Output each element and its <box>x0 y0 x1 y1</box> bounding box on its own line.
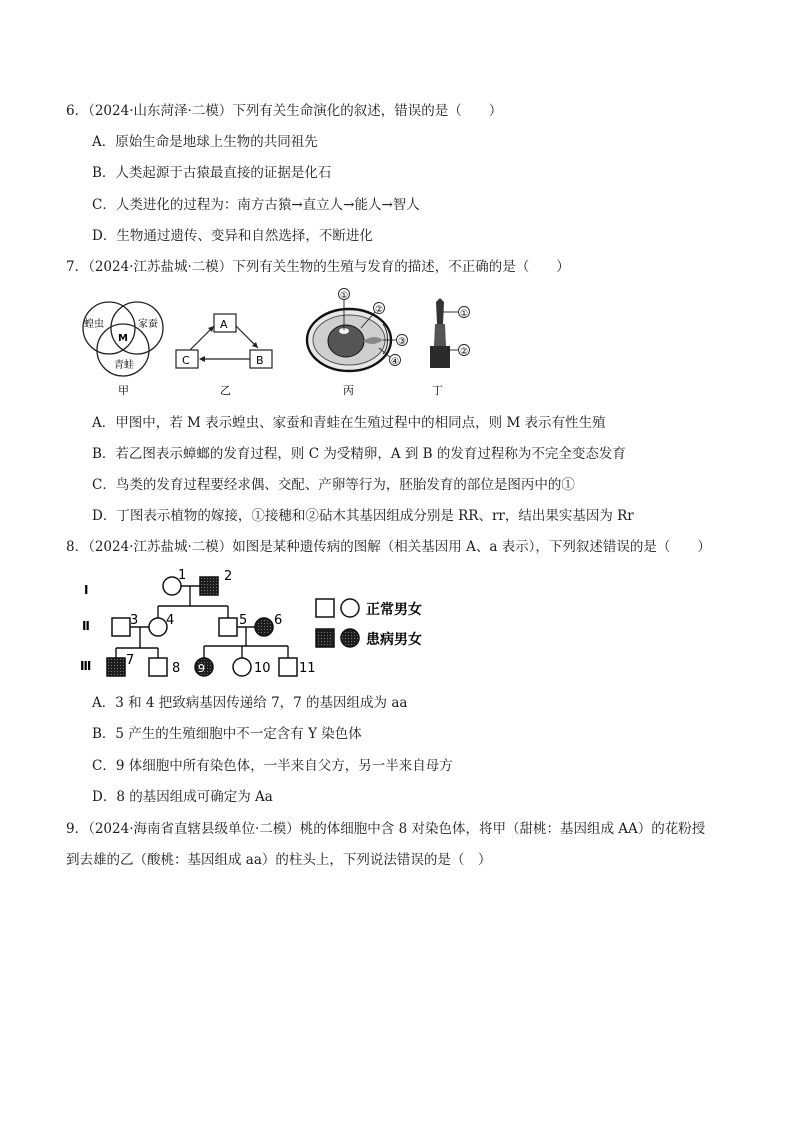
question-8-option-c: C．9 体细胞中所有染色体，一半来自父方，另一半来自母方 <box>92 758 453 774</box>
legend-affected-male-icon <box>316 629 334 647</box>
question-8-option-a: A．3 和 4 把致病基因传递给 7，7 的基因组成为 aa <box>92 695 408 711</box>
individual-6-affected-female <box>255 618 273 636</box>
individual-7-affected-male <box>107 658 125 676</box>
cycle-label-a: A <box>220 318 228 331</box>
question-6-option-d: D．生物通过遗传、变异和自然选择，不断进化 <box>92 228 373 244</box>
venn-label-locust: 蝗虫 <box>84 319 104 330</box>
individual-number-7: 7 <box>126 653 135 668</box>
figure-pedigree <box>78 566 438 682</box>
question-7-option-b: B．若乙图表示蟑螂的发育过程，则 C 为受精卵，A 到 B 的发育过程称为不完全变态发育 <box>92 446 626 462</box>
arrow-c-to-a <box>190 327 213 350</box>
individual-number-4: 4 <box>166 613 175 628</box>
cycle-label-c: C <box>182 354 190 367</box>
figure-bing-egg <box>303 284 413 398</box>
figure-ding-graft <box>418 294 482 398</box>
legend-normal-male-icon <box>316 599 334 617</box>
figure-label-ding: 丁 <box>432 384 443 397</box>
figure-yi-cycle <box>172 308 282 398</box>
question-8-option-b: B．5 产生的生殖细胞中不一定含有 Y 染色体 <box>92 726 362 742</box>
figure-label-yi: 乙 <box>220 384 231 397</box>
question-6-stem: 6．（2024·山东菏泽·二模）下列有关生命演化的叙述，错误的是（ ） <box>66 103 503 119</box>
question-8-stem: 8．（2024·江苏盐城·二模）如图是某种遗传病的图解（相关基因用 A、a 表示），下列叙述错误的是（ ） <box>66 539 711 555</box>
graft-joint <box>434 324 446 346</box>
individual-number-3: 3 <box>130 613 139 628</box>
cycle-label-b: B <box>256 354 264 367</box>
generation-label-3: Ⅲ <box>80 659 92 673</box>
egg-mark-2: ② <box>375 305 384 315</box>
individual-number-1: 1 <box>178 568 187 583</box>
venn-center-m: M <box>118 333 128 344</box>
individual-5-normal-male <box>219 618 237 636</box>
individual-number-6: 6 <box>274 613 283 628</box>
figure-jia-venn <box>74 296 174 398</box>
egg-mark-3: ③ <box>398 337 407 347</box>
legend-affected-label: 患病男女 <box>366 632 422 648</box>
generation-label-1: Ⅰ <box>84 583 89 597</box>
legend-normal-female-icon <box>341 599 359 617</box>
individual-4-normal-female <box>149 618 167 636</box>
individual-2-affected-male <box>200 577 218 595</box>
venn-label-frog: 青蛙 <box>114 360 134 371</box>
individual-number-11: 11 <box>299 661 316 676</box>
individual-number-8: 8 <box>172 661 181 676</box>
figure-label-jia: 甲 <box>118 384 129 397</box>
question-6-option-c: C．人类进化的过程为：南方古猿→直立人→能人→智人 <box>92 197 420 213</box>
individual-number-5: 5 <box>239 613 248 628</box>
graft-mark-2: ② <box>460 347 469 357</box>
individual-number-9: 9 <box>198 662 205 675</box>
question-7-option-c: C．鸟类的发育过程要经求偶、交配、产卵等行为，胚胎发育的部位是图丙中的① <box>92 477 575 493</box>
question-8-option-d: D．8 的基因组成可确定为 Aa <box>92 789 273 805</box>
individual-8-normal-male <box>149 658 167 676</box>
legend-normal-label: 正常男女 <box>366 602 422 618</box>
individual-number-2: 2 <box>224 569 233 584</box>
figure-label-bing: 丙 <box>343 384 354 397</box>
egg-mark-4: ④ <box>391 357 400 367</box>
individual-3-normal-male <box>112 618 130 636</box>
graft-stock <box>430 346 450 368</box>
individual-10-normal-female <box>233 658 251 676</box>
question-9-stem-line-1: 9．（2024·海南省直辖县级单位·二模）桃的体细胞中含 8 对染色体，将甲（甜桃：基因组成 AA）的花粉授 <box>66 821 706 837</box>
individual-number-10: 10 <box>254 661 271 676</box>
arrowhead-b-to-c <box>199 356 205 362</box>
individual-11-normal-male <box>279 658 297 676</box>
question-6-option-a: A．原始生命是地球上生物的共同祖先 <box>92 134 318 150</box>
graft-mark-1: ① <box>460 309 469 319</box>
generation-label-2: Ⅱ <box>82 619 90 633</box>
question-7-option-a: A．甲图中，若 M 表示蝗虫、家蚕和青蛙在生殖过程中的相同点，则 M 表示有性生殖 <box>92 415 606 431</box>
egg-mark-1: ① <box>340 291 349 301</box>
question-9-stem-line-2: 到去雄的乙（酸桃：基因组成 aa）的柱头上，下列说法错误的是（ ） <box>66 852 492 868</box>
question-7-option-d: D．丁图表示植物的嫁接，①接穗和②砧木其基因组成分别是 RR、rr，结出果实基因为 Rr <box>92 508 634 524</box>
question-7-stem: 7．（2024·江苏盐城·二模）下列有关生物的生殖与发育的描述，不正确的是（ ） <box>66 259 570 275</box>
legend-affected-female-icon <box>341 629 359 647</box>
venn-label-silkworm: 家蚕 <box>138 319 158 330</box>
question-6-option-b: B．人类起源于古猿最直接的证据是化石 <box>92 165 332 181</box>
graft-scion <box>436 298 444 324</box>
